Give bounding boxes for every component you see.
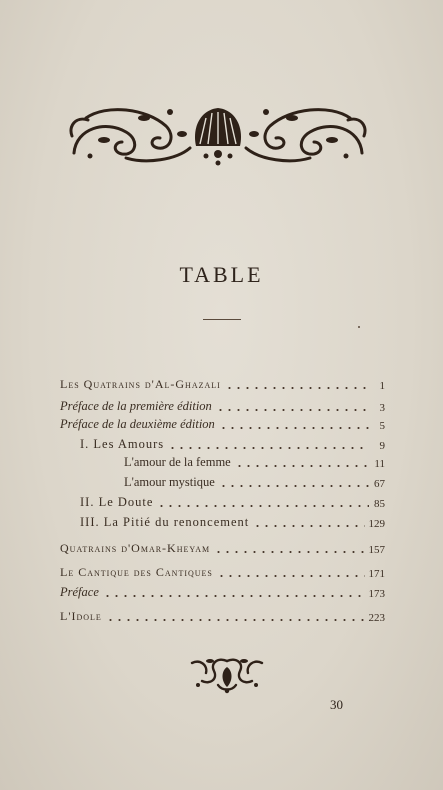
toc-page-number: 157 [368, 544, 385, 556]
toc-page-number: 85 [374, 498, 385, 510]
toc-entry[interactable] [80, 492, 385, 510]
dot-leader [103, 595, 365, 597]
dot-leader [253, 525, 364, 527]
floral-tailpiece-icon [188, 655, 266, 695]
toc-page-number: 173 [368, 588, 385, 600]
toc-page-number: 3 [379, 402, 385, 414]
page-title: TABLE [179, 262, 264, 287]
toc-entry-label: L'amour mystique [124, 475, 215, 489]
dot-leader [106, 619, 365, 621]
dot-leader [219, 485, 369, 487]
toc-entry[interactable] [124, 472, 385, 490]
toc-entry[interactable] [60, 414, 385, 432]
toc-page-number: 171 [368, 568, 385, 580]
toc-page-number: 9 [379, 440, 385, 452]
toc-entry[interactable] [80, 434, 385, 452]
dot-leader [214, 551, 364, 553]
toc-entry-label: III. La Pitié du renoncement [80, 515, 250, 529]
toc-entry-label: I. Les Amours [80, 437, 165, 451]
dot-leader [216, 409, 369, 411]
toc-entry-label: Le Cantique des Cantiques [60, 565, 213, 579]
dot-leader [157, 505, 369, 507]
toc-entry-label: Préface de la première édition [60, 399, 212, 413]
toc-page-number: 5 [379, 420, 385, 432]
toc-entry[interactable] [60, 562, 385, 580]
toc-entry[interactable] [80, 512, 385, 530]
dot-leader [217, 575, 365, 577]
toc-entry-label: Quatrains d'Omar-Kheyam [60, 541, 211, 555]
dot-leader [225, 387, 369, 389]
toc-entry[interactable] [60, 582, 385, 600]
toc-page-number: 223 [368, 612, 385, 624]
toc-entry-label: Préface [60, 585, 99, 599]
toc-entry[interactable] [60, 396, 385, 414]
toc-page-number: 67 [374, 478, 385, 490]
dot-leader [219, 427, 369, 429]
toc-entry[interactable] [60, 606, 385, 624]
toc-entry-label: II. Le Doute [80, 495, 154, 509]
toc-page-number: 11 [374, 458, 385, 470]
page-number: 30 [330, 697, 343, 712]
toc-entry[interactable] [124, 452, 385, 470]
toc-page-number: 1 [379, 380, 385, 392]
toc-entry[interactable] [60, 374, 385, 392]
toc-entry-label: Les Quatrains d'Al-Ghazali [60, 377, 221, 391]
toc-entry-label: L'Idole [60, 609, 102, 623]
toc-entry-label: L'amour de la femme [124, 455, 231, 469]
dot-leader [235, 465, 369, 467]
toc-page-number: 129 [368, 518, 385, 530]
dot-leader [168, 447, 369, 449]
toc-entry[interactable] [60, 538, 385, 556]
toc-entry-label: Préface de la deuxième édition [60, 417, 215, 431]
